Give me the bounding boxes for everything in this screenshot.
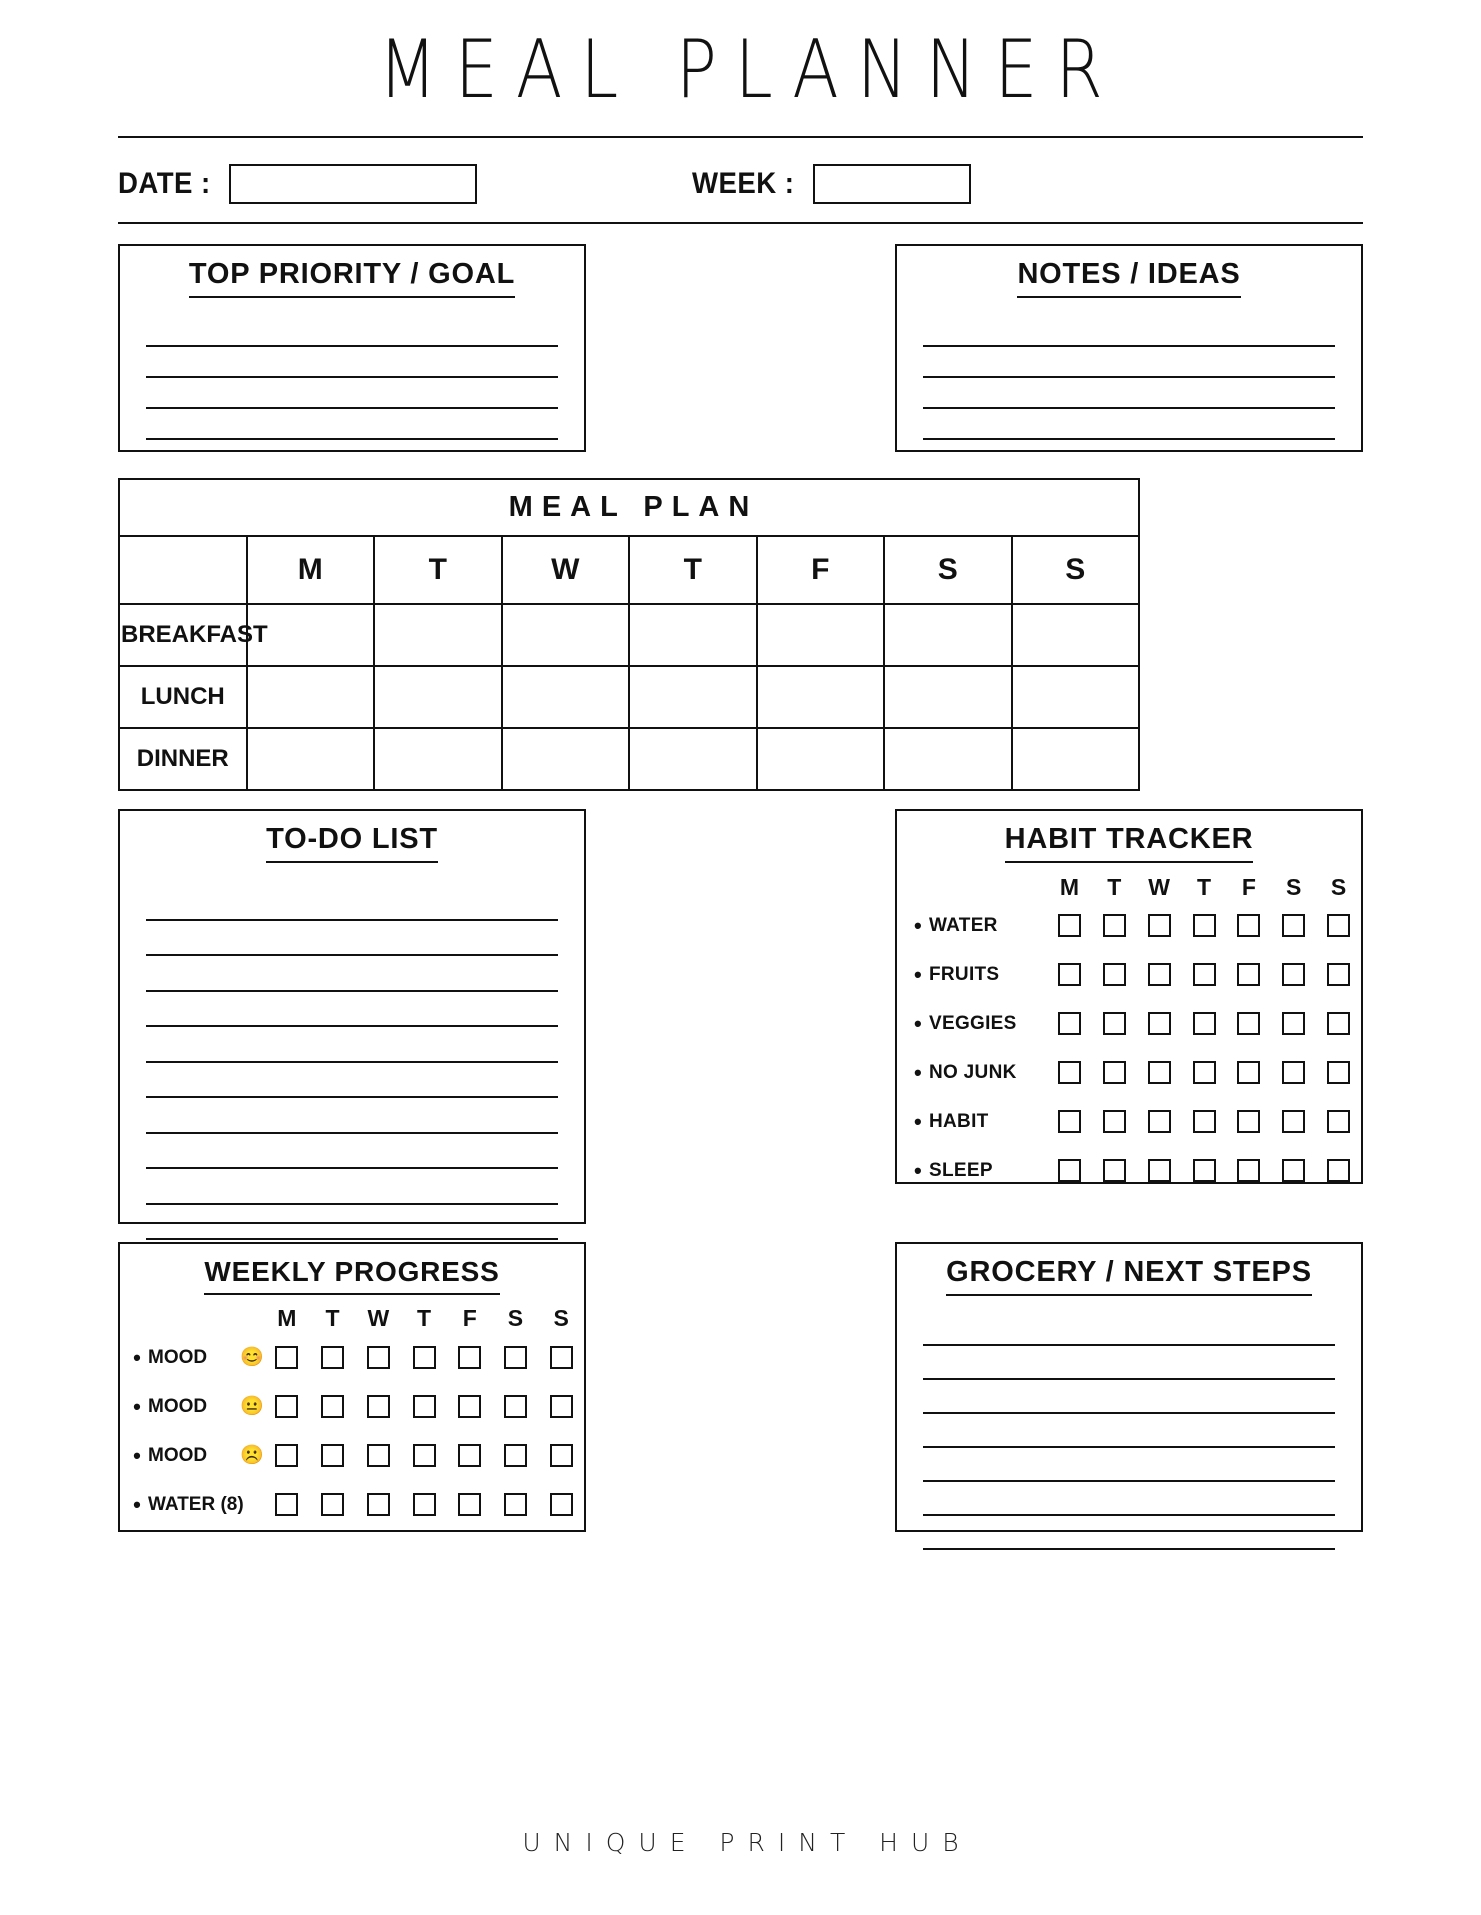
habit-checkbox[interactable] (1327, 1012, 1350, 1035)
weekly-day-header: T (416, 1304, 432, 1331)
habit-label (907, 961, 1047, 987)
write-line[interactable] (146, 1205, 558, 1241)
habit-checkbox[interactable] (1103, 1159, 1126, 1182)
weekly-checkbox[interactable] (413, 1395, 436, 1418)
meal-plan-cell[interactable] (502, 728, 630, 790)
habit-label-text: FRUITS (929, 963, 1000, 985)
weekly-checkbox[interactable] (275, 1395, 298, 1418)
notes-heading (897, 246, 1361, 298)
bullet-icon: • (913, 1059, 922, 1085)
habit-checkbox[interactable] (1193, 1110, 1216, 1133)
habit-label-text: WATER (929, 914, 998, 936)
grocery-heading-text: GROCERY / NEXT STEPS (946, 1256, 1312, 1296)
meal-plan-corner-cell (119, 536, 247, 604)
weekly-checkbox[interactable] (504, 1395, 527, 1418)
write-line[interactable] (923, 1414, 1335, 1448)
weekly-checkbox[interactable] (458, 1395, 481, 1418)
bullet-icon: • (133, 1344, 141, 1370)
habit-checkbox[interactable] (1058, 963, 1081, 986)
notes-lines (897, 316, 1361, 440)
weekly-row (126, 1333, 584, 1382)
habit-label-text: SLEEP (929, 1159, 993, 1181)
weekly-checkbox[interactable] (367, 1493, 390, 1516)
habit-day-header: T (1196, 873, 1212, 900)
weekly-checkbox[interactable] (275, 1493, 298, 1516)
habit-checkbox[interactable] (1058, 1110, 1081, 1133)
weekly-row-label-text: MOOD (148, 1346, 208, 1368)
habit-checkbox[interactable] (1058, 1159, 1081, 1182)
weekly-checkbox[interactable] (321, 1346, 344, 1369)
weekly-row-label-text: MOOD (148, 1395, 208, 1417)
meal-plan-day-header: S (1012, 536, 1140, 604)
habit-checkboxes (1047, 1110, 1361, 1133)
habit-checkboxes (1047, 1012, 1361, 1035)
weekly-checkbox[interactable] (367, 1444, 390, 1467)
meal-plan-cell[interactable] (502, 666, 630, 728)
meal-plan-cell[interactable] (247, 728, 375, 790)
write-line[interactable] (146, 409, 558, 440)
habit-checkboxes (1047, 1159, 1361, 1182)
weekly-checkbox[interactable] (275, 1346, 298, 1369)
meal-plan-cell[interactable] (374, 728, 502, 790)
weekly-checkbox[interactable] (550, 1493, 573, 1516)
habit-checkbox[interactable] (1148, 1110, 1171, 1133)
write-line[interactable] (923, 316, 1335, 347)
weekly-checkbox[interactable] (504, 1493, 527, 1516)
habit-checkbox[interactable] (1193, 914, 1216, 937)
habit-checkbox[interactable] (1148, 1159, 1171, 1182)
weekly-checkboxes (264, 1444, 584, 1467)
weekly-checkbox[interactable] (275, 1444, 298, 1467)
write-line[interactable] (923, 1482, 1335, 1516)
meal-plan-cell[interactable] (884, 728, 1012, 790)
date-input[interactable] (229, 164, 477, 204)
meal-plan-heading: MEAL PLAN (119, 479, 1139, 536)
habit-label-text: VEGGIES (929, 1012, 1017, 1034)
weekly-day-headers (264, 1305, 584, 1332)
habit-checkbox[interactable] (1193, 1159, 1216, 1182)
bullet-icon: • (913, 1108, 922, 1134)
top-priority-heading-text: TOP PRIORITY / GOAL (189, 258, 515, 298)
habit-checkbox[interactable] (1327, 963, 1350, 986)
weekly-day-header: F (462, 1304, 477, 1331)
habit-day-header: S (1286, 873, 1302, 900)
weekly-row-label (126, 1442, 264, 1468)
meal-plan-row-label: BREAKFAST (119, 604, 247, 666)
weekly-checkbox[interactable] (504, 1346, 527, 1369)
week-label: WEEK : (691, 167, 795, 200)
bullet-icon: • (913, 961, 922, 987)
write-line[interactable] (146, 347, 558, 378)
meal-plan-cell[interactable] (884, 604, 1012, 666)
goal-notes-row (118, 224, 1363, 452)
write-line[interactable] (146, 921, 558, 957)
habit-tracker-heading-text: HABIT TRACKER (1005, 823, 1254, 863)
table-row (119, 666, 1139, 728)
meal-plan-row-label: DINNER (119, 728, 247, 790)
habit-row (907, 950, 1361, 999)
habit-checkbox[interactable] (1103, 1061, 1126, 1084)
meal-plan-day-header: F (757, 536, 885, 604)
meal-plan-day-header: S (884, 536, 1012, 604)
habit-label-text: NO JUNK (929, 1061, 1017, 1083)
write-line[interactable] (923, 1516, 1335, 1550)
meal-plan-cell[interactable] (374, 604, 502, 666)
habit-checkboxes (1047, 963, 1361, 986)
habit-checkbox[interactable] (1282, 914, 1305, 937)
bullet-icon: • (133, 1393, 141, 1419)
habit-checkbox[interactable] (1193, 963, 1216, 986)
weekly-day-header: S (507, 1304, 524, 1331)
write-line[interactable] (923, 1346, 1335, 1380)
meal-plan-cell[interactable] (1012, 666, 1140, 728)
meal-plan-cell[interactable] (629, 728, 757, 790)
meal-plan-day-header: T (629, 536, 757, 604)
habit-row (907, 1097, 1361, 1146)
date-label: DATE : (118, 167, 211, 200)
meal-plan-cell[interactable] (629, 604, 757, 666)
weekly-checkbox[interactable] (550, 1444, 573, 1467)
habit-label (907, 912, 1047, 938)
bullet-icon: • (913, 1157, 922, 1183)
weekly-progress-panel (118, 1242, 586, 1532)
weekly-row-label (126, 1491, 264, 1517)
grocery-lines (897, 1312, 1361, 1550)
habit-checkbox[interactable] (1193, 1061, 1216, 1084)
habit-checkbox[interactable] (1058, 914, 1081, 937)
meal-plan-cell[interactable] (1012, 728, 1140, 790)
weekly-grocery-row (118, 1242, 1363, 1532)
habit-checkbox[interactable] (1327, 914, 1350, 937)
habit-checkbox[interactable] (1237, 963, 1260, 986)
smiling-face-icon: 😊 (240, 1347, 264, 1368)
habit-label (907, 1059, 1047, 1085)
write-line[interactable] (146, 378, 558, 409)
habit-day-header: S (1330, 873, 1347, 900)
weekly-checkbox[interactable] (413, 1444, 436, 1467)
habit-tracker-grid (897, 873, 1361, 1195)
todo-heading-text: TO-DO LIST (266, 823, 438, 863)
meal-plan-cell[interactable] (757, 728, 885, 790)
todo-heading (120, 811, 584, 863)
weekly-day-header: S (553, 1304, 569, 1331)
bullet-icon: • (913, 1010, 922, 1036)
habit-day-header: T (1107, 873, 1122, 900)
weekly-day-header: W (367, 1304, 390, 1331)
weekly-checkbox[interactable] (458, 1444, 481, 1467)
weekly-day-header-row (126, 1303, 584, 1333)
weekly-row (126, 1382, 584, 1431)
weekly-row-label-text: MOOD (148, 1444, 208, 1466)
habit-row (907, 1048, 1361, 1097)
notes-panel (895, 244, 1363, 452)
habit-label-text: HABIT (929, 1110, 989, 1132)
date-week-row (118, 148, 1363, 220)
meal-plan-cell[interactable] (629, 666, 757, 728)
write-line[interactable] (146, 1027, 558, 1063)
grocery-panel (895, 1242, 1363, 1532)
top-priority-heading (120, 246, 584, 298)
weekly-row-label-text: WATER (8) (148, 1493, 244, 1515)
write-line[interactable] (923, 378, 1335, 409)
habit-checkbox[interactable] (1237, 914, 1260, 937)
grocery-heading (897, 1244, 1361, 1296)
write-line[interactable] (923, 1380, 1335, 1414)
habit-checkbox[interactable] (1237, 1061, 1260, 1084)
write-line[interactable] (923, 1448, 1335, 1482)
meal-plan-day-header: T (374, 536, 502, 604)
weekly-checkboxes (264, 1493, 584, 1516)
habit-checkbox[interactable] (1193, 1012, 1216, 1035)
weekly-checkbox[interactable] (458, 1346, 481, 1369)
todo-habit-row (118, 809, 1363, 1224)
habit-tracker-heading (897, 811, 1361, 863)
habit-day-header-row (907, 873, 1361, 901)
frowning-face-icon: ☹️ (240, 1445, 264, 1466)
table-row (119, 728, 1139, 790)
habit-row (907, 999, 1361, 1048)
weekly-row (126, 1480, 584, 1529)
habit-label (907, 1108, 1047, 1134)
habit-checkbox[interactable] (1148, 914, 1171, 937)
meal-plan-cell[interactable] (247, 666, 375, 728)
habit-checkbox[interactable] (1103, 1110, 1126, 1133)
habit-checkbox[interactable] (1282, 1110, 1305, 1133)
habit-day-headers (1047, 874, 1361, 901)
title-divider (118, 136, 1363, 138)
top-priority-lines (120, 316, 584, 440)
habit-day-header: W (1148, 873, 1170, 900)
weekly-checkbox[interactable] (413, 1346, 436, 1369)
weekly-row (126, 1431, 584, 1480)
weekly-day-header: T (325, 1304, 340, 1331)
weekly-checkbox[interactable] (550, 1395, 573, 1418)
weekly-progress-grid (120, 1303, 584, 1529)
weekly-checkbox[interactable] (504, 1444, 527, 1467)
write-line[interactable] (146, 885, 558, 921)
habit-checkbox[interactable] (1103, 914, 1126, 937)
weekly-checkbox[interactable] (550, 1346, 573, 1369)
meal-plan-cell[interactable] (757, 604, 885, 666)
meal-plan-cell[interactable] (884, 666, 1012, 728)
weekly-checkboxes (264, 1395, 584, 1418)
page-title: MEAL PLANNER (378, 23, 1121, 117)
weekly-checkbox[interactable] (367, 1395, 390, 1418)
weekly-checkbox[interactable] (321, 1395, 344, 1418)
meal-plan-cell[interactable] (757, 666, 885, 728)
bullet-icon: • (133, 1491, 141, 1517)
weekly-day-header: M (277, 1304, 297, 1331)
meal-plan-title-row (119, 479, 1139, 536)
habit-checkbox[interactable] (1327, 1159, 1350, 1182)
week-input[interactable] (813, 164, 971, 204)
write-line[interactable] (146, 1134, 558, 1170)
write-line[interactable] (923, 409, 1335, 440)
habit-checkbox[interactable] (1327, 1110, 1350, 1133)
weekly-checkbox[interactable] (413, 1493, 436, 1516)
habit-checkbox[interactable] (1148, 1012, 1171, 1035)
meal-plan-cell[interactable] (1012, 604, 1140, 666)
habit-day-header: F (1241, 873, 1256, 900)
habit-checkboxes (1047, 1061, 1361, 1084)
write-line[interactable] (146, 1098, 558, 1134)
habit-checkbox[interactable] (1148, 1061, 1171, 1084)
habit-checkbox[interactable] (1282, 1061, 1305, 1084)
habit-checkbox[interactable] (1282, 1012, 1305, 1035)
habit-checkbox[interactable] (1282, 963, 1305, 986)
meal-plan-day-header: M (247, 536, 375, 604)
todo-lines (120, 885, 584, 1240)
bullet-icon: • (913, 912, 922, 938)
weekly-checkboxes (264, 1346, 584, 1369)
habit-checkbox[interactable] (1058, 1061, 1081, 1084)
meal-plan-day-header-row (119, 536, 1139, 604)
write-line[interactable] (146, 316, 558, 347)
bullet-icon: • (133, 1442, 141, 1468)
habit-checkbox[interactable] (1237, 1012, 1260, 1035)
habit-checkbox[interactable] (1148, 963, 1171, 986)
write-line[interactable] (923, 347, 1335, 378)
habit-checkbox[interactable] (1327, 1061, 1350, 1084)
weekly-checkbox[interactable] (321, 1493, 344, 1516)
write-line[interactable] (923, 1312, 1335, 1346)
meal-plan-row-label: LUNCH (119, 666, 247, 728)
neutral-face-icon: 😐 (240, 1396, 264, 1417)
weekly-row-label (126, 1344, 264, 1370)
habit-checkbox[interactable] (1103, 1012, 1126, 1035)
write-line[interactable] (146, 992, 558, 1028)
table-row (119, 604, 1139, 666)
habit-checkboxes (1047, 914, 1361, 937)
habit-checkbox[interactable] (1237, 1110, 1260, 1133)
habit-label (907, 1157, 1047, 1183)
meal-plan-day-header: W (502, 536, 630, 604)
habit-checkbox[interactable] (1058, 1012, 1081, 1035)
todo-panel (118, 809, 586, 1224)
habit-checkbox[interactable] (1282, 1159, 1305, 1182)
weekly-checkbox[interactable] (367, 1346, 390, 1369)
weekly-checkbox[interactable] (458, 1493, 481, 1516)
meal-plan-table (118, 478, 1140, 791)
top-priority-panel (118, 244, 586, 452)
habit-tracker-panel (895, 809, 1363, 1184)
notes-heading-text: NOTES / IDEAS (1017, 258, 1240, 298)
habit-row (907, 1146, 1361, 1195)
weekly-checkbox[interactable] (321, 1444, 344, 1467)
habit-label (907, 1010, 1047, 1036)
meal-plan-cell[interactable] (374, 666, 502, 728)
habit-checkbox[interactable] (1237, 1159, 1260, 1182)
write-line[interactable] (146, 1169, 558, 1205)
habit-day-header: M (1059, 873, 1080, 900)
weekly-progress-heading (120, 1244, 584, 1295)
habit-checkbox[interactable] (1103, 963, 1126, 986)
weekly-progress-heading-text: WEEKLY PROGRESS (204, 1256, 499, 1295)
meal-plan-cell[interactable] (502, 604, 630, 666)
write-line[interactable] (146, 1063, 558, 1099)
write-line[interactable] (146, 956, 558, 992)
weekly-row-label (126, 1393, 264, 1419)
footer-brand: UNIQUE PRINT HUB (522, 1828, 972, 1857)
habit-row (907, 901, 1361, 950)
